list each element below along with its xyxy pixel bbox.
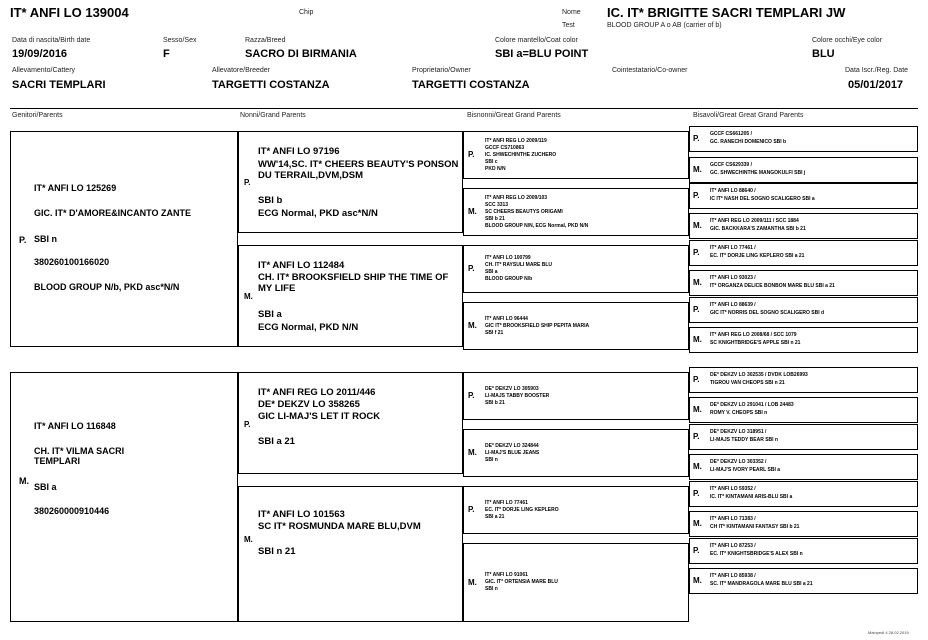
- grandparent-line: SBI b: [258, 195, 283, 206]
- reg-date-value: 05/01/2017: [848, 79, 904, 91]
- great-grandparent-line: SBI f 21: [485, 329, 504, 336]
- breeder-label: Allevatore/Breeder: [212, 67, 270, 74]
- test-value: BLOOD GROUP A o AB (carrier of b): [607, 22, 722, 29]
- column-great-great-grandparents-header: Bisavoli/Great Great Grand Parents: [693, 112, 804, 119]
- eye-color-value: BLU: [812, 48, 835, 60]
- grandparent-line: DE* DEKZV LO 358265: [258, 399, 360, 410]
- great-grandparent-line: PKD N/N: [485, 165, 506, 172]
- parent-line: IT* ANFI LO 116848: [34, 421, 116, 431]
- great-great-grandparent-line: EC. IT* DORJE LING KEPLERO SBI a 21: [710, 253, 805, 259]
- great-grandparent-sex-marker: M.: [468, 321, 477, 330]
- great-grandparent-line: SBI b 21: [485, 399, 505, 406]
- grandparent-line: IT* ANFI REG LO 2011/446: [258, 387, 376, 398]
- great-great-grandparent-sex-marker: M.: [693, 576, 702, 585]
- great-grandparent-sex-marker: M.: [468, 577, 477, 587]
- parent-line: SBI a: [34, 482, 57, 492]
- grandparent-line: ECG Normal, PKD N/N: [258, 322, 359, 333]
- great-great-grandparent-sex-marker: M.: [693, 519, 702, 528]
- cattery-label: Allevamento/Cattery: [12, 67, 76, 74]
- name-label: Nome: [562, 9, 581, 16]
- great-great-grandparent-line: ROMY V. CHEOPS SBI n: [710, 410, 768, 416]
- reg-date-label: Data Iscr./Reg. Date: [845, 67, 909, 74]
- eye-color-label: Colore occhi/Eye color: [812, 37, 883, 44]
- breeder-value: TARGETTI COSTANZA: [212, 79, 330, 91]
- great-great-grandparent-line: SC. IT* MANDRAGOLA MARE BLU SBI a 21: [710, 581, 813, 587]
- great-grandparent-line: SC CHEERS BEAUTYS ORIGAMI: [485, 208, 563, 215]
- great-great-grandparent-line: TIGROU VAN CHEOPS SBI n 21: [710, 380, 785, 386]
- grandparent-line: MY LIFE: [258, 283, 296, 294]
- great-grandparent-line: SBI c: [485, 158, 498, 165]
- grandparent-sex-marker: M.: [244, 292, 253, 301]
- great-grandparent-line: IT* ANFI REG LO 2009/119: [485, 137, 547, 144]
- grandparent-line: ECG Normal, PKD asc*N/N: [258, 208, 378, 219]
- great-grandparent-line: IT* ANFI LO 91061: [485, 572, 528, 578]
- great-great-grandparent-line: IT* ANFI LO 93023 /: [710, 275, 756, 281]
- grandparent-line: IT* ANFI LO 101563: [258, 509, 345, 520]
- great-great-grandparent-sex-marker: P.: [693, 248, 700, 257]
- cattery-value: SACRI TEMPLARI: [12, 79, 106, 91]
- grandparent-sex-marker: P.: [244, 178, 251, 187]
- great-grandparent-line: IT* ANFI REG LO 2009/103: [485, 194, 548, 201]
- great-great-grandparent-sex-marker: P.: [693, 191, 700, 200]
- grandparent-line: CH. IT* BROOKSFIELD SHIP THE TIME OF: [258, 272, 449, 283]
- footer-stamp: Mainpedi 4 28.02.2019: [868, 630, 909, 635]
- grandparent-line: DU TERRAIL,DVM,DSM: [258, 170, 364, 181]
- great-great-grandparent-line: GIC. BACKKARA'S ZAMANTHA SBI b 21: [710, 226, 806, 232]
- great-grandparent-line: IT* ANFI LO 100799: [485, 255, 531, 261]
- great-grandparent-line: SCC 3313: [485, 201, 509, 208]
- great-great-grandparent-sex-marker: P.: [693, 432, 700, 441]
- great-great-grandparent-line: EC. IT* KNIGHTSBRIDGE'S ALEX SBI n: [710, 551, 803, 557]
- great-great-grandparent-sex-marker: P.: [693, 305, 700, 314]
- grandparent-sex-marker: P.: [244, 420, 251, 429]
- coowner-label: Cointestatario/Co-owner: [612, 67, 688, 74]
- great-great-grandparent-sex-marker: M.: [693, 462, 702, 471]
- great-grandparent-line: SBI b 21: [485, 215, 505, 222]
- great-grandparent-line: LI-MAJ'S BLUE JEANS: [485, 449, 540, 456]
- great-great-grandparent-line: IT* ANFI LO 87253 /: [710, 543, 756, 549]
- parent-sex-marker: P.: [19, 235, 27, 245]
- parent-line: TEMPLARI: [34, 456, 80, 466]
- parent-line: 380260100166020: [34, 257, 110, 267]
- great-great-grandparent-line: IT* ANFI LO 85938 /: [710, 573, 756, 579]
- grandparent-line: GIC LI-MAJ'S LET IT ROCK: [258, 411, 381, 422]
- great-grandparent-line: LI-MAJS TABBY BOOSTER: [485, 392, 550, 399]
- great-grandparent-line: SBI n: [485, 586, 498, 592]
- great-grandparent-line: EC. IT* DORJE LING KEPLERO: [485, 506, 559, 513]
- great-great-grandparent-sex-marker: M.: [693, 405, 702, 414]
- great-great-grandparent-line: DE* DEKZV LO 303352 /: [710, 459, 767, 465]
- breed-value: SACRO DI BIRMANIA: [245, 48, 357, 60]
- great-great-grandparent-line: GIC IT* NORRIS DEL SOGNO SCALIGERO SBI d: [710, 310, 825, 316]
- great-grandparent-line: SBI a: [485, 269, 498, 275]
- grandparent-line: SBI n 21: [258, 546, 296, 557]
- great-great-grandparent-sex-marker: P.: [693, 546, 700, 555]
- great-grandparent-line: SBI n: [485, 456, 498, 463]
- great-grandparent-sex-marker: M.: [468, 207, 477, 216]
- sex-value: F: [163, 48, 170, 60]
- great-grandparent-line: IT* ANFI LO 77461: [485, 499, 528, 506]
- great-great-grandparent-line: SC KNIGHTBRIDGE'S APPLE SBI n 21: [710, 340, 801, 346]
- header-divider: [10, 108, 918, 109]
- great-grandparent-line: DE* DEKZV LO 324844: [485, 442, 539, 449]
- great-great-grandparent-line: IT* ANFI LO 59352 /: [710, 486, 756, 492]
- great-great-grandparent-line: IT* ORGANZA DELICE BONBON MARE BLU SBI a 21: [710, 283, 835, 289]
- great-great-grandparent-line: IT* ANFI LO 88639 /: [710, 302, 756, 308]
- great-great-grandparent-sex-marker: P.: [693, 134, 700, 143]
- great-great-grandparent-line: CH IT* KINTAMANI FANTASY SBI b 21: [710, 524, 800, 530]
- great-great-grandparent-sex-marker: M.: [693, 221, 702, 230]
- parent-line: 380260000910446: [34, 506, 110, 516]
- parent-line: GIC. IT* D'AMORE&INCANTO ZANTE: [34, 208, 191, 218]
- great-grandparent-sex-marker: P.: [468, 391, 475, 400]
- grandparent-line: SC IT* ROSMUNDA MARE BLU,DVM: [258, 521, 421, 532]
- parent-line: SBI n: [34, 234, 58, 244]
- column-great-grandparents-header: Bisnonni/Great Grand Parents: [467, 112, 561, 119]
- great-great-grandparent-line: IC. IT* KINTAMANI ARIS-BLU SBI a: [710, 494, 793, 500]
- grandparent-line: SBI a: [258, 309, 282, 320]
- grandparent-sex-marker: M.: [244, 535, 253, 544]
- column-parents-header: Genitori/Parents: [12, 112, 63, 119]
- great-great-grandparent-line: GC. SHWECHINTHE MANGOKULFI SBI j: [710, 170, 806, 176]
- grandparent-line: IT* ANFI LO 97196: [258, 146, 340, 157]
- great-grandparent-sex-marker: P.: [468, 150, 475, 159]
- great-great-grandparent-sex-marker: M.: [693, 278, 702, 287]
- registration-number: IT* ANFI LO 139004: [10, 5, 129, 20]
- great-great-grandparent-line: IT* ANFI REG LO 2009/111 / SCC 1884: [710, 218, 799, 224]
- great-grandparent-line: IT* ANFI LO 96444: [485, 315, 528, 322]
- grandparent-line: SBI a 21: [258, 436, 295, 447]
- parent-box: [10, 372, 238, 622]
- great-grandparent-sex-marker: P.: [468, 505, 475, 514]
- great-grandparent-line: GCCF CS710863: [485, 144, 525, 151]
- test-label: Test: [562, 22, 575, 29]
- great-grandparent-line: GIC. IT* ORTENSIA MARE BLU: [485, 579, 558, 585]
- great-grandparent-line: BLOOD GROUP N/b: [485, 276, 533, 282]
- great-great-grandparent-sex-marker: M.: [693, 165, 702, 174]
- great-great-grandparent-line: DE* DEKZV LO 302535 / DVDK LOB26993: [710, 372, 808, 378]
- parent-line: IT* ANFI LO 125269: [34, 183, 117, 193]
- birth-date-label: Data di nascita/Birth date: [12, 37, 91, 44]
- great-great-grandparent-line: DE* DEKZV LO 291041 / LOB 24483: [710, 402, 794, 408]
- great-great-grandparent-sex-marker: P.: [693, 375, 700, 384]
- great-great-grandparent-sex-marker: P.: [693, 489, 700, 498]
- column-grandparents-header: Nonni/Grand Parents: [240, 112, 306, 119]
- great-grandparent-sex-marker: P.: [468, 264, 475, 273]
- great-great-grandparent-line: GCCF CS629339 /: [710, 162, 752, 168]
- great-great-grandparent-line: IT* ANFI REG LO 2008/68 / SCC 1079: [710, 332, 797, 338]
- great-great-grandparent-line: IT* ANFI LO 88640 /: [710, 188, 756, 194]
- great-great-grandparent-line: LI-MAJ'S IVORY PEARL SBI a: [710, 467, 780, 473]
- owner-label: Proprietario/Owner: [412, 67, 471, 74]
- parent-sex-marker: M.: [19, 476, 29, 486]
- sex-label: Sesso/Sex: [163, 37, 197, 44]
- great-great-grandparent-line: DE* DEKZV LO 318951 /: [710, 429, 767, 435]
- parent-line: CH. IT* VILMA SACRI: [34, 446, 125, 456]
- great-grandparent-line: IC. SHWECHINTHE ZUCHERO: [485, 151, 557, 158]
- grandparent-line: WW'14,SC. IT* CHEERS BEAUTY'S PONSON: [258, 159, 459, 170]
- great-great-grandparent-line: GCCF CS661205 /: [710, 131, 752, 137]
- great-great-grandparent-line: GC. RANECHI DOMENICO SBI b: [710, 139, 787, 145]
- coat-color-label: Colore mantello/Coat color: [495, 37, 578, 44]
- cat-name: IC. IT* BRIGITTE SACRI TEMPLARI JW: [607, 5, 846, 20]
- great-grandparent-line: BLOOD GROUP N/N, ECG Normal, PKD N/N: [485, 222, 589, 229]
- parent-line: BLOOD GROUP N/b, PKD asc*N/N: [34, 282, 180, 292]
- chip-label: Chip: [299, 9, 314, 16]
- grandparent-line: IT* ANFI LO 112484: [258, 260, 345, 271]
- great-great-grandparent-line: IT* ANFI LO 77461 /: [710, 245, 756, 251]
- great-grandparent-line: GIC IT* BROOKSFIELD SHIP PEPITA MARIA: [485, 322, 590, 329]
- great-grandparent-line: DE* DEKZV LO 305903: [485, 385, 539, 392]
- coat-color-value: SBI a=BLU POINT: [495, 48, 589, 60]
- owner-value: TARGETTI COSTANZA: [412, 79, 530, 91]
- breed-label: Razza/Breed: [245, 37, 286, 44]
- great-great-grandparent-sex-marker: M.: [693, 335, 702, 344]
- great-grandparent-sex-marker: M.: [468, 448, 477, 457]
- great-grandparent-line: CH. IT* RAYSULI MARE BLU: [485, 262, 553, 268]
- birth-date-value: 19/09/2016: [12, 48, 68, 60]
- great-great-grandparent-line: IC IT* NASH DEL SOGNO SCALIGERO SBI a: [710, 196, 815, 202]
- great-great-grandparent-line: LI-MAJS TEDDY BEAR SBI n: [710, 437, 778, 443]
- great-great-grandparent-line: IT* ANFI LO 71383 /: [710, 516, 756, 522]
- great-grandparent-line: SBI a 21: [485, 513, 505, 520]
